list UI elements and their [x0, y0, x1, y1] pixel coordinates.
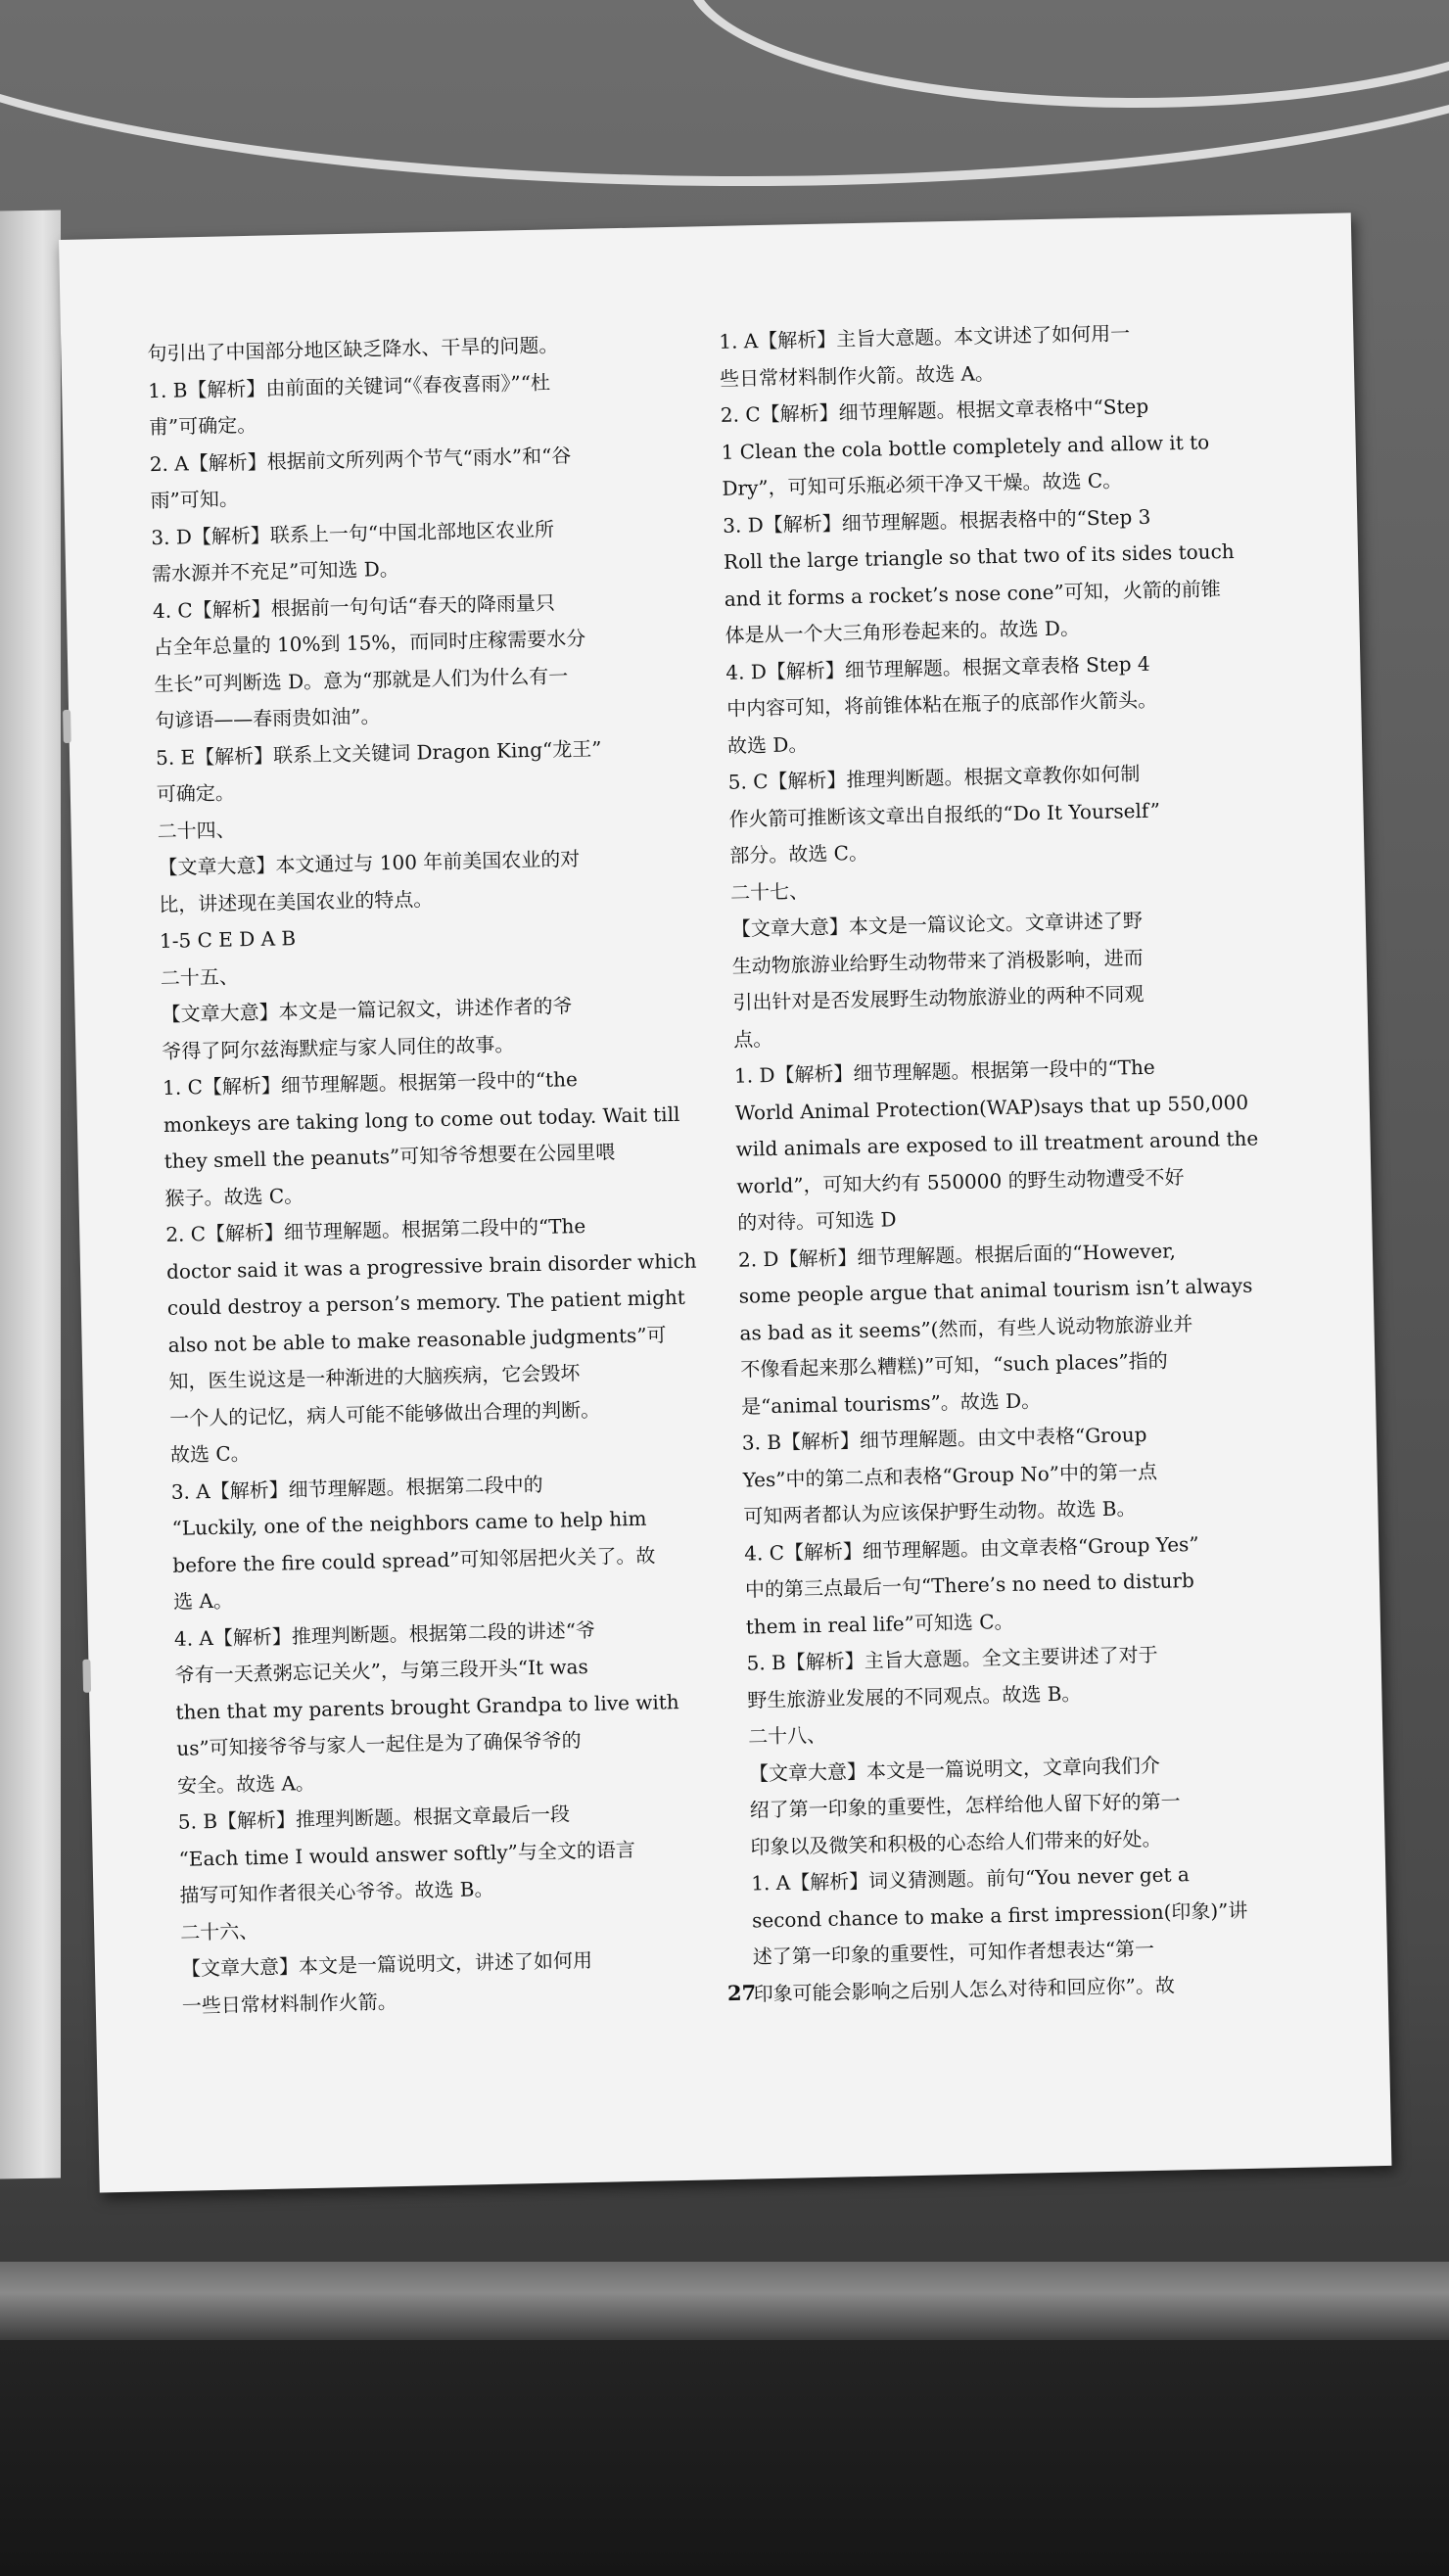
text-line: 3. D【解析】联系上一句“中国北部地区农业所 [151, 516, 555, 549]
text-line: 些日常材料制作火箭。故选 A。 [719, 360, 996, 391]
text-line: 故选 D。 [726, 731, 809, 758]
text-line: 二十四、 [157, 817, 236, 843]
text-line: 5. C【解析】推理判断题。根据文章教你如何制 [727, 761, 1141, 794]
text-line: 1. A【解析】词义猜测题。前句“You never get a [751, 1862, 1191, 1896]
text-line: 2. D【解析】细节理解题。根据后面的“However, [737, 1238, 1177, 1272]
text-line: Yes”中的第二点和表格“Group No”中的第一点 [742, 1459, 1158, 1492]
text-line: 作火箭可推断该文章出自报纸的“Do It Yourself” [728, 798, 1161, 831]
text-line: them in real life”可知选 C。 [745, 1609, 1014, 1639]
page-number: 27 [726, 1980, 757, 2006]
left-column [147, 324, 730, 2024]
text-line: Roll the large triangle so that two of its sides touch [723, 539, 1235, 574]
text-line: World Animal Protection(WAP)says that up 550,000 [734, 1090, 1249, 1125]
text-line: “Each time I would answer softly”与全文的语言 [178, 1837, 636, 1871]
text-line: 猴子。故选 C。 [164, 1183, 304, 1210]
text-line: world”，可知大约有 550000 的野生动物遭受不好 [736, 1164, 1185, 1198]
text-line: 述了第一印象的重要性，可知作者想表达“第一 [752, 1936, 1155, 1969]
text-line: 句谚语——春雨贵如油”。 [155, 704, 381, 733]
text-line: 【文章大意】本文是一篇说明文，讲述了如何用 [180, 1947, 593, 1981]
text-line: 5. B【解析】推理判断题。根据文章最后一段 [177, 1802, 571, 1834]
text-line: before the fire could spread”可知邻居把火关了。故 [172, 1543, 656, 1577]
text-line: 3. B【解析】细节理解题。由文中表格“Group [741, 1422, 1147, 1455]
text-line: 中内容可知，将前锥体粘在瓶子的底部作火箭头。 [725, 687, 1158, 721]
text-line: 1 Clean the cola bottle completely and allow it to [721, 429, 1210, 464]
text-line: 点。 [732, 1026, 773, 1052]
text-line: 1. A【解析】主旨大意题。本文讲述了如何用一 [719, 321, 1131, 353]
text-line: 印象可能会影响之后别人怎么对待和回应你”。故 [753, 1973, 1176, 2006]
text-line: and it forms a rocket’s nose cone”可知，火箭的前锥 [724, 576, 1221, 611]
text-line: 二十五、 [160, 963, 240, 990]
text-line: also not be able to make reasonable judgments”可 [167, 1322, 667, 1357]
text-line: 4. D【解析】细节理解题。根据文章表格 Step 4 [725, 651, 1150, 684]
text-line: 爷有一天煮粥忘记关火”，与第三段开头“It was [174, 1654, 588, 1687]
right-column [719, 312, 1297, 2012]
text-line: 的对待。可知选 D [736, 1207, 897, 1235]
text-line: 雨”可知。 [150, 487, 240, 513]
text-line: 绍了第一印象的重要性，怎样给他人留下好的第一 [749, 1789, 1181, 1822]
text-line: 生长”可判断选 D。意为“那就是人们为什么有一 [154, 663, 569, 696]
text-line: 二十七、 [729, 878, 810, 905]
text-line: 【文章大意】本文是一篇说明文，文章向我们介 [748, 1753, 1161, 1786]
text-line: 描写可知作者很关心爷爷。故选 B。 [179, 1877, 494, 1907]
text-line: monkeys are taking long to come out today. Wait till [163, 1101, 680, 1137]
text-line: 故选 C。 [169, 1441, 251, 1467]
text-line: 5. E【解析】联系上文关键词 Dragon King“龙王” [155, 736, 602, 770]
text-line: 二十六、 [179, 1918, 259, 1944]
text-line: 3. A【解析】细节理解题。根据第二段中的 [170, 1472, 543, 1504]
text-line: 部分。故选 C。 [729, 840, 869, 867]
text-line: 生动物旅游业给野生动物带来了消极影响，进而 [731, 945, 1144, 978]
text-line: 【文章大意】本文是一篇记叙文，讲述作者的爷 [161, 994, 573, 1026]
text-line: 是“animal tourisms”。故选 D。 [740, 1387, 1042, 1419]
text-line: 体是从一个大三角形卷起来的。故选 D。 [724, 616, 1081, 647]
text-line: 可确定。 [156, 780, 236, 807]
book-page [59, 212, 1391, 2192]
text-line: “Luckily, one of the neighbors came to help him [171, 1506, 647, 1540]
text-line: 安全。故选 A。 [176, 1770, 316, 1798]
text-line: 甫”可确定。 [148, 412, 257, 440]
text-line: 印象以及微笑和积极的心态给人们带来的好处。 [750, 1826, 1162, 1859]
text-line: 选 A。 [172, 1588, 234, 1614]
binding-stitch [82, 1660, 91, 1693]
text-line: 1. D【解析】细节理解题。根据第一段中的“The [733, 1054, 1155, 1088]
text-line: 二十八、 [747, 1722, 827, 1749]
table-edge [0, 2262, 1449, 2340]
text-line: 可知两者都认为应该保护野生动物。故选 B。 [743, 1496, 1137, 1528]
text-line: 1. C【解析】细节理解题。根据第一段中的“the [162, 1067, 579, 1100]
left-page-edge [0, 210, 61, 2178]
text-line: 野生旅游业发展的不同观点。故选 B。 [747, 1680, 1082, 1712]
text-line: 2. C【解析】细节理解题。根据文章表格中“Step [720, 394, 1149, 427]
text-line: us”可知接爷爷与家人一起住是为了确保爷爷的 [176, 1728, 582, 1760]
text-line: 不像看起来那么糟糕)”可知，“such places”指的 [740, 1348, 1168, 1382]
text-line: 占全年总量的 10%到 15%，而同时庄稼需要水分 [153, 626, 586, 660]
text-line: 2. A【解析】根据前文所列两个节气“雨水”和“谷 [149, 443, 572, 476]
text-line: 知，医生说这是一种渐进的大脑疾病，它会毁坏 [168, 1361, 581, 1393]
text-line: as bad as it seems”(然而，有些人说动物旅游业并 [739, 1311, 1193, 1345]
binding-stitch [63, 710, 71, 743]
text-line: 爷得了阿尔兹海默症与家人同住的故事。 [162, 1031, 515, 1063]
text-line: 引出针对是否发展野生动物旅游业的两种不同观 [732, 981, 1145, 1014]
text-line: 【文章大意】本文通过与 100 年前美国农业的对 [158, 846, 581, 880]
text-line: 3. D【解析】细节理解题。根据表格中的“Step 3 [722, 504, 1151, 538]
text-line: second chance to make a first impression(印象)”讲 [751, 1897, 1248, 1933]
text-line: wild animals are exposed to ill treatment around the [735, 1126, 1259, 1161]
text-line: then that my parents brought Grandpa to live with [175, 1689, 679, 1724]
text-line: 【文章大意】本文是一篇议论文。文章讲述了野 [730, 908, 1144, 941]
text-line: they smell the peanuts”可知爷爷想要在公园里喂 [164, 1140, 616, 1173]
text-line: Dry”，可知可乐瓶必须干净又干燥。故选 C。 [722, 468, 1123, 500]
text-line: doctor said it was a progressive brain disorder which [165, 1248, 697, 1284]
text-line: 比，讲述现在美国农业的特点。 [158, 886, 434, 916]
text-line: 4. C【解析】细节理解题。由文章表格“Group Yes” [743, 1531, 1199, 1566]
text-line: 中的第三点最后一句“There’s no need to disturb [744, 1569, 1195, 1602]
text-line: 1. B【解析】由前面的关键词“《春夜喜雨》”“杜 [147, 370, 551, 402]
text-line: 4. A【解析】推理判断题。根据第二段的讲述“爷 [173, 1617, 596, 1651]
text-line: 4. C【解析】根据前一句句话“春天的降雨量只 [152, 589, 556, 623]
text-line: 需水源并不充足”可知选 D。 [151, 556, 399, 586]
text-line: 句引出了中国部分地区缺乏降水、干旱的问题。 [147, 333, 559, 366]
text-line: 2. C【解析】细节理解题。根据第二段中的“The [165, 1213, 586, 1246]
text-line: 一些日常材料制作火箭。 [181, 1989, 397, 2018]
floor [0, 2340, 1449, 2576]
text-line: 5. B【解析】主旨大意题。全文主要讲述了对于 [746, 1642, 1158, 1675]
text-line: could destroy a person’s memory. The patient might [166, 1285, 686, 1320]
text-line: some people argue that animal tourism isn’t always [738, 1273, 1253, 1308]
text-line: 1-5 C E D A B [159, 926, 297, 953]
text-line: 一个人的记忆，病人可能不能够做出合理的判断。 [168, 1397, 601, 1430]
